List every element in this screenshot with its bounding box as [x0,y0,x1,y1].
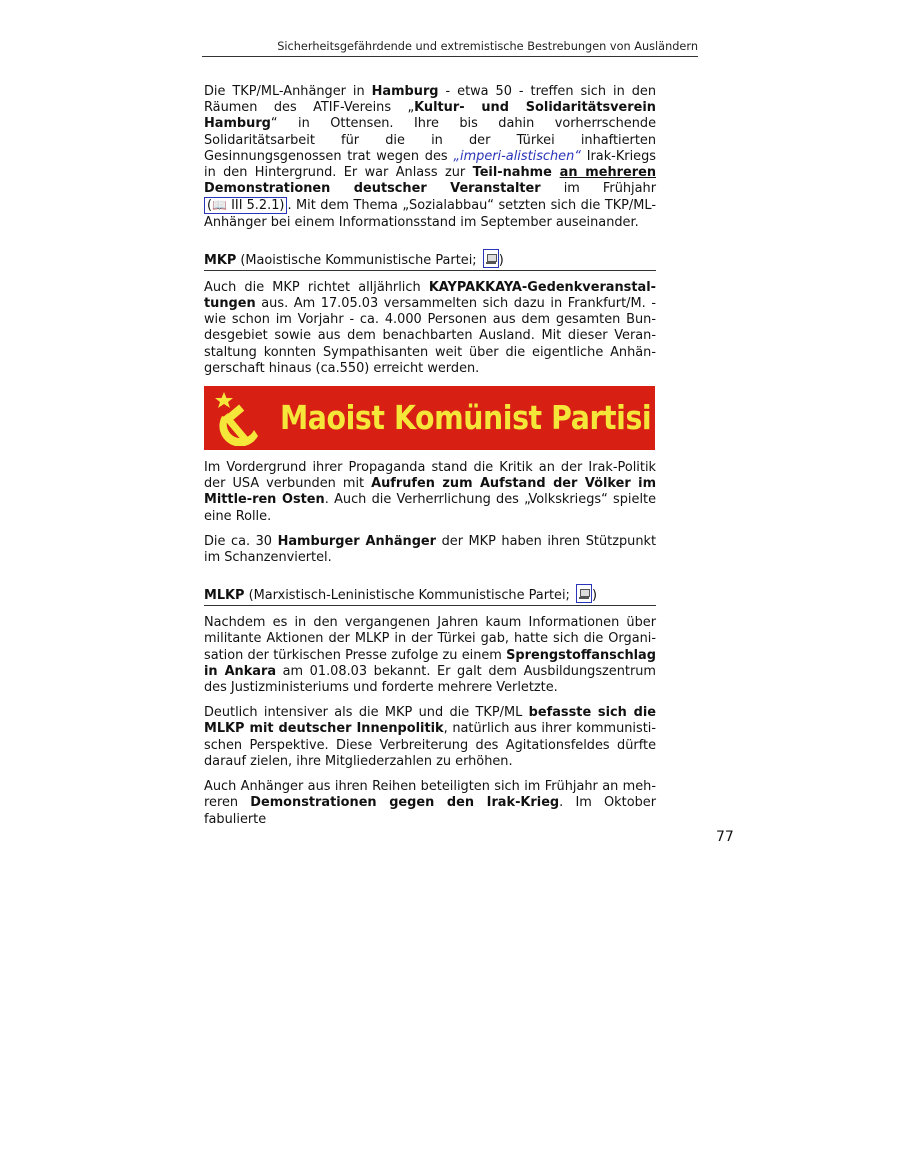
paragraph-mlkp-anschlag [204,615,656,696]
text: . Auch die Verherrlichung des „Volkskriegs“ spielte eine Rolle. [204,492,657,524]
heading-close: ) [592,588,598,604]
text: Auch Anhänger aus ihren Reihen beteiligten sich im Frühjahr an meh-reren [204,779,656,811]
bold-text: Aufrufen zum Aufstand der Völker im Mittle-ren Osten [204,476,657,508]
text: Deutlich intensiver als die MKP und die TKP/ML [204,705,529,721]
main-content [204,84,656,837]
banner-title: Maoist Komünist Partisi [280,398,652,438]
text: im Frühjahr [540,181,657,197]
heading-text: (Maoistische Kommunistische Partei; [236,252,481,268]
bold-text: KAYPAKKAYA-Gedenkveranstal-tungen [204,279,656,312]
heading-abbrev: MLKP [204,588,245,604]
cross-reference-link[interactable]: (📖 III 5.2.1) [204,197,287,214]
text: , natürlich aus ihrer kommunisti-schen Perspektive. Diese Verbreiterung des Agitationsfeldes dürfte darauf zielen, ihre Mitgliederzahlen zu erhöhen. [204,721,657,769]
italic-link-text: „imperi-alistischen“ [453,148,581,164]
paragraph-tkpml-hamburg [204,84,656,231]
running-header: Sicherheitsgefährdende und extremistische Bestrebungen von Ausländern [202,40,698,57]
bold-text: Demonstrationen deutscher Veranstalter [204,181,541,197]
hammer-sickle-icon [210,390,272,446]
bold-text: Hamburger Anhänger [277,533,437,549]
text: Irak-Kriegs in den Hintergrund. Er war Anlass zur [204,148,656,181]
text: Auch die MKP richtet alljährlich [204,279,429,295]
heading-close: ) [498,252,504,268]
text: - etwa 50 - treffen sich in den Räumen des ATIF-Vereins „ [204,84,656,116]
underlined-bold-text: an mehreren [559,165,656,181]
paragraph-mkp-hamburg [204,534,656,566]
paragraph-mlkp-innenpolitik [204,705,656,770]
computer-icon[interactable] [483,249,499,268]
bold-text: befasste sich die MLKP mit deutscher Innenpolitik [204,705,656,737]
text: Die ca. 30 [204,533,278,549]
paragraph-mkp-gedenk [204,280,656,377]
text: am 01.08.03 bekannt. Er galt dem Ausbildungszentrum des Justizministeriums und forderte mehrere Verletzte. [204,663,656,696]
text: “ in Ottensen. Ihre bis dahin vorherrschende Solidaritätsarbeit für die in der Türkei inhaftierten Gesinnungsgenossen trat wegen des [204,116,656,164]
paragraph-mlkp-demonstrationen [204,779,656,828]
page-number: 77 [716,829,734,845]
bold-text: Teil-nahme [472,165,560,181]
heading-text: (Marxistisch-Leninistische Kommunistische Partei; [244,588,574,604]
text: der MKP haben ihren Stützpunkt im Schanzenviertel. [204,533,657,566]
text: Die TKP/ML-Anhänger in [204,84,372,99]
text: Nachdem es in den vergangenen Jahren kaum Informationen über militante Aktionen der MLKP in der Türkei gab, hatte sich die Organi-sation der türkischen Presse zufolge zu einem [204,615,656,663]
bold-text: Kultur- und Solidaritätsverein Hamburg [204,100,656,132]
section-heading-mkp [204,249,656,271]
paragraph-mkp-propaganda [204,460,656,525]
bold-text: Hamburg [371,84,439,99]
bold-text: Sprengstoffanschlag in Ankara [204,647,656,679]
mkp-banner [204,386,655,450]
book-icon: 📖 [212,198,227,213]
text: . Mit dem Thema „Sozialabbau“ setzten sich die TKP/ML-Anhänger bei einem Informationsstand im September auseinander. [204,198,656,230]
text: . Im Oktober fabulierte [204,795,656,827]
cross-reference-label: III 5.2.1 [231,198,280,214]
text: Im Vordergrund ihrer Propaganda stand die Kritik an der Irak-Politik der USA verbunden mit [204,460,656,492]
heading-abbrev: MKP [204,252,237,268]
section-heading-mlkp [204,584,656,606]
bold-text: Demonstrationen gegen den Irak-Krieg [250,795,560,811]
computer-icon[interactable] [576,584,592,603]
text: aus. Am 17.05.03 versammelten sich dazu in Frankfurt/M. - wie schon im Vorjahr - ca. 4.000 Personen aus dem gesamten Bun-desgebiet sowie aus dem benachbarten Ausland. Mit dieser Veran-staltung konnten Sympathisanten weit über die eigentliche Anhän-gerschaft hinaus (ca.550) erreicht werden. [204,296,656,376]
